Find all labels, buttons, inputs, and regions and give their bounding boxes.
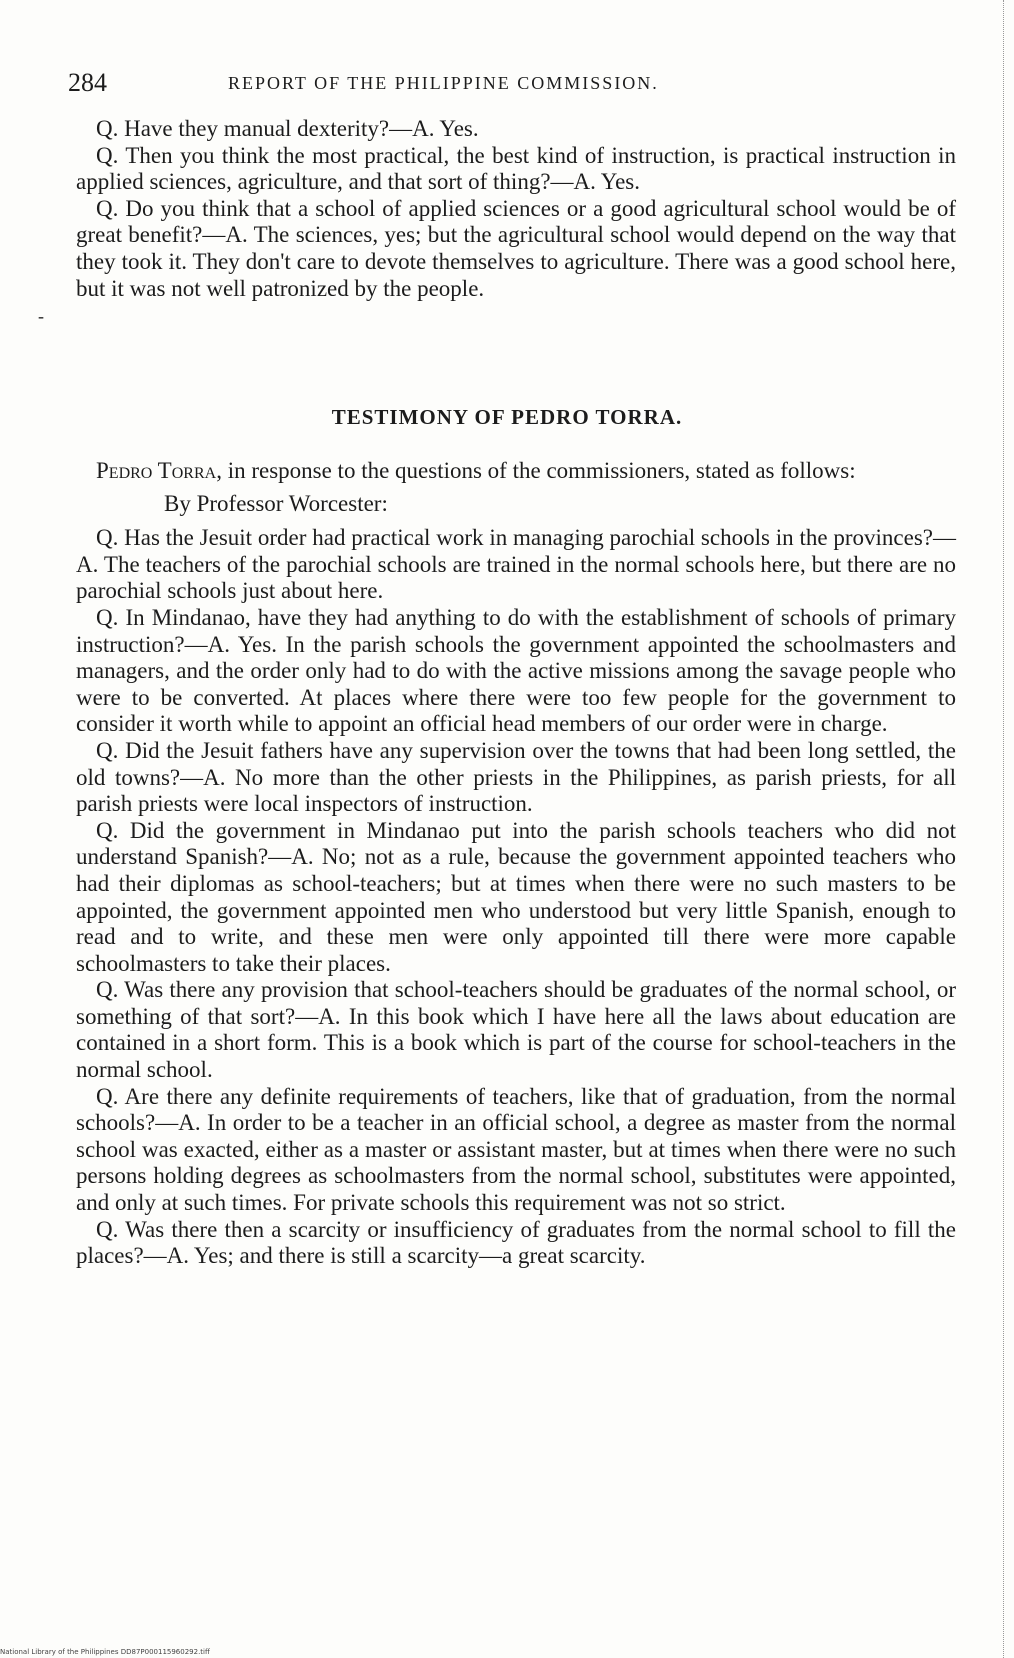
qa-paragraph: Q. Was there any provision that school-teachers should be graduates of the normal school, or something of that sort?—A. In this book which I have here all the laws about education are contained in a short form. This is a book which is part of the course for school-teachers in the normal school. (76, 977, 956, 1083)
qa-paragraph: Q. Then you think the most practical, the best kind of instruction, is practical instruction in applied sciences, agriculture, and that sort of thing?—A. Yes. (76, 142, 956, 195)
qa-paragraph: Q. Was there then a scarcity or insufficiency of graduates from the normal school to fill the places?—A. Yes; and there is still a scarcity—a great scarcity. (76, 1216, 956, 1269)
page-number: 284 (68, 68, 107, 97)
scan-footer: National Library of the Philippines DD87P000115960292.tiff (0, 1648, 210, 1656)
byline: By Professor Worcester: (164, 490, 388, 516)
qa-paragraph: Q. Do you think that a school of applied sciences or a good agricultural school would be of great benefit?—A. The sciences, yes; but the agricultural school would depend on the way that they took it. They don't care to devote themselves to agriculture. There was a good school here, but it was not well patronized by the people. (76, 195, 956, 301)
qa-paragraph: Q. Has the Jesuit order had practical work in managing parochial schools in the provinces?—A. The teachers of the parochial schools are trained in the normal schools here, but there are no parochial schools just about here. (76, 525, 956, 604)
intro-block (76, 116, 956, 302)
qa-paragraph: Q. Are there any definite requirements of teachers, like that of graduation, from the normal schools?—A. In order to be a teacher in an official school, a degree as master from the normal school was exacted, either as a master or assistant master, but at times when there were no such persons holding degrees as schoolmasters from the normal school, substitutes were appointed, and only at such times. For private schools this requirement was not so strict. (76, 1083, 956, 1216)
page-header (68, 68, 948, 98)
opening-paragraph (76, 458, 956, 485)
qa-paragraph: Q. Did the Jesuit fathers have any supervision over the towns that had been long settled, the old towns?—A. No more than the other priests in the Philippines, as parish priests, for all parish priests were local inspectors of instruction. (76, 737, 956, 817)
opening-text: , in response to the questions of the commissioners, stated as follows: (216, 458, 856, 483)
section-heading: TESTIMONY OF PEDRO TORRA. (331, 405, 683, 429)
scan-edge (1003, 0, 1014, 1658)
qa-paragraph: Q. Did the government in Mindanao put into the parish schools teachers who did not understand Spanish?—A. No; not as a rule, because the government appointed teachers who had their diplomas as school-teachers; but at times when there were no such masters to be appointed, the government appointed men who understood but very little Spanish, enough to read and to write, and these men were only appointed till there were more capable schoolmasters to take their places. (76, 817, 956, 976)
qa-paragraph: Q. In Mindanao, have they had anything to do with the establishment of schools of primary instruction?—A. Yes. In the parish schools the government appointed the schoolmasters and managers, and the order only had to do with the active missions among the savage people who were to be converted. At places where there were too few people for the government to consider it worth while to appoint an official head members of our order were in charge. (76, 604, 956, 737)
qa-paragraph: Q. Have they manual dexterity?—A. Yes. (96, 116, 479, 141)
testimony-block (76, 458, 956, 1270)
witness-name: Pedro Torra (96, 458, 217, 483)
margin-dash: - (38, 306, 44, 326)
running-title: REPORT OF THE PHILIPPINE COMMISSION. (228, 73, 659, 93)
